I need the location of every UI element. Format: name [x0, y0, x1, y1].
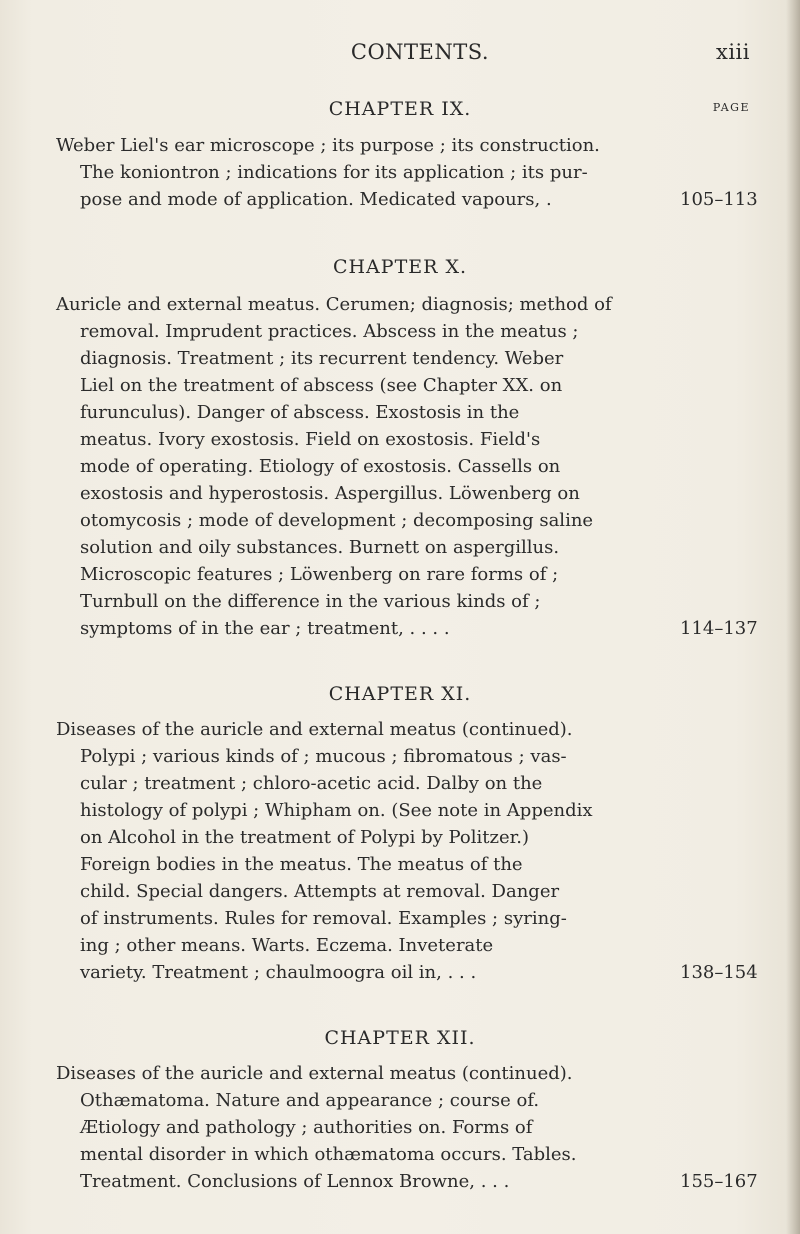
running-head: CONTENTS.	[350, 40, 490, 64]
contents-line: furunculus). Danger of abscess. Exostosis in the	[80, 402, 520, 423]
contents-line: child. Special dangers. Attempts at removal. Danger	[80, 881, 560, 902]
contents-line: Diseases of the auricle and external meatus (continued).	[56, 719, 573, 740]
contents-line: on Alcohol in the treatment of Polypi by Politzer.)	[80, 827, 529, 848]
page-range: 138–154	[680, 962, 758, 983]
contents-line: meatus. Ivory exostosis. Field on exostosis. Field's	[80, 429, 541, 450]
contents-line: Ætiology and pathology ; authorities on. Forms of	[80, 1117, 533, 1138]
page-range: 105–113	[680, 189, 758, 210]
contents-line: Polypi ; various kinds of ; mucous ; fibromatous ; vas-	[80, 746, 567, 767]
contents-line: mental disorder in which othæmatoma occurs. Tables.	[80, 1144, 577, 1165]
chapter-title: CHAPTER IX.	[328, 98, 472, 120]
page-column-label: PAGE	[712, 101, 750, 114]
contents-line: Microscopic features ; Löwenberg on rare forms of ;	[80, 564, 559, 585]
contents-line: Othæmatoma. Nature and appearance ; course of.	[80, 1090, 540, 1111]
contents-line: Weber Liel's ear microscope ; its purpose ; its construction.	[56, 135, 600, 156]
contents-line: pose and mode of application. Medicated vapours, .	[80, 189, 552, 210]
page-edge-shadow	[786, 0, 800, 1234]
contents-line: of instruments. Rules for removal. Examples ; syring-	[80, 908, 567, 929]
contents-line: Diseases of the auricle and external meatus (continued).	[56, 1063, 573, 1084]
contents-line: removal. Imprudent practices. Abscess in the meatus ;	[80, 321, 579, 342]
contents-line: diagnosis. Treatment ; its recurrent tendency. Weber	[80, 348, 564, 369]
chapter-title: CHAPTER XII.	[324, 1027, 476, 1049]
contents-line: Foreign bodies in the meatus. The meatus of the	[80, 854, 523, 875]
page-number: xiii	[716, 40, 750, 64]
contents-line: The koniontron ; indications for its application ; its pur-	[80, 162, 588, 183]
contents-line: otomycosis ; mode of development ; decomposing saline	[80, 510, 594, 531]
contents-line: ing ; other means. Warts. Eczema. Inveterate	[80, 935, 494, 956]
page-range: 155–167	[680, 1171, 758, 1192]
contents-line: Auricle and external meatus. Cerumen; diagnosis; method of	[56, 294, 612, 315]
contents-line: Liel on the treatment of abscess (see Chapter XX. on	[80, 375, 563, 396]
contents-line: histology of polypi ; Whipham on. (See note in Appendix	[80, 800, 593, 821]
contents-line: Turnbull on the difference in the various kinds of ;	[80, 591, 541, 612]
contents-line: cular ; treatment ; chloro-acetic acid. Dalby on the	[80, 773, 543, 794]
contents-line: solution and oily substances. Burnett on aspergillus.	[80, 537, 560, 558]
chapter-title: CHAPTER XI.	[328, 683, 472, 705]
contents-line: exostosis and hyperostosis. Aspergillus. Löwenberg on	[80, 483, 580, 504]
contents-line: variety. Treatment ; chaulmoogra oil in, . . .	[80, 962, 477, 983]
contents-line: Treatment. Conclusions of Lennox Browne, . . .	[80, 1171, 510, 1192]
contents-line: mode of operating. Etiology of exostosis. Cassells on	[80, 456, 561, 477]
chapter-title: CHAPTER X.	[332, 256, 468, 278]
page-range: 114–137	[680, 618, 758, 639]
contents-line: symptoms of in the ear ; treatment, . . . .	[80, 618, 450, 639]
